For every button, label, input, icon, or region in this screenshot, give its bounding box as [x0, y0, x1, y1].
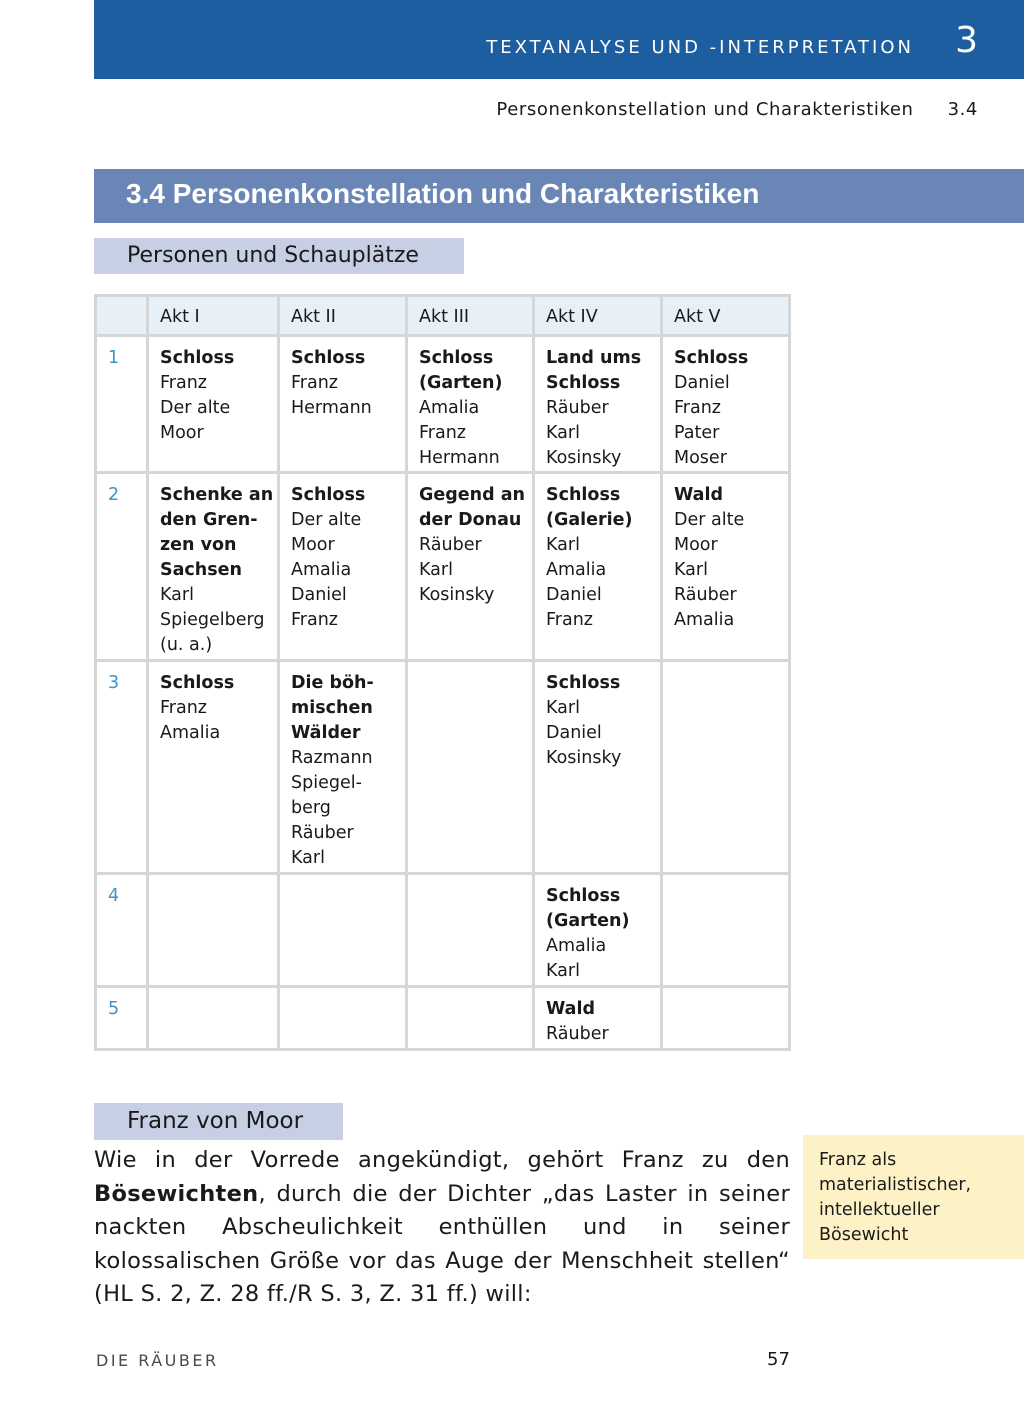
scene-person: Karl [674, 560, 708, 580]
chapter-number: 3 [955, 20, 978, 61]
table-cell [148, 473, 279, 661]
scene-person: Karl [546, 961, 580, 981]
table-cell [279, 473, 407, 661]
column-header: Akt V [662, 296, 790, 336]
table-row [96, 336, 790, 473]
table-cell [662, 336, 790, 473]
scene-person: Kosinsky [546, 448, 622, 468]
margin-note-line: Bösewicht [819, 1225, 909, 1245]
running-subtitle [496, 99, 978, 120]
chapter-title: TEXTANALYSE UND -INTERPRETATION [486, 37, 914, 58]
scene-location: Schloss [291, 485, 366, 505]
column-header: Akt III [407, 296, 534, 336]
table-body [96, 336, 790, 1050]
table-cell [279, 661, 407, 874]
scene-person: Spiegelberg [160, 610, 265, 630]
scene-person: Kosinsky [546, 748, 622, 768]
scene-person: Karl [419, 560, 453, 580]
table-cell [407, 336, 534, 473]
scene-person: Räuber [291, 823, 354, 843]
scene-person: Karl [291, 848, 325, 868]
footer-book-title: DIE RÄUBER [96, 1351, 219, 1370]
scene-number: 2 [96, 473, 148, 661]
margin-note-line: intellektueller [819, 1200, 940, 1220]
table-cell [662, 987, 790, 1050]
table-cell [534, 336, 662, 473]
margin-note-line: Franz als [819, 1150, 897, 1170]
scene-location: Schloss [160, 673, 235, 693]
scene-location: Schloss [160, 348, 235, 368]
table-cell [407, 987, 534, 1050]
scene-person: Spiegel- [291, 773, 362, 793]
table-header-row [96, 296, 790, 336]
scene-number: 5 [96, 987, 148, 1050]
table-cell [407, 473, 534, 661]
table-label: Personen und Schauplätze [94, 238, 464, 274]
scene-person: Daniel [674, 373, 730, 393]
scene-person: Karl [546, 698, 580, 718]
scene-person: Karl [546, 423, 580, 443]
column-header: Akt II [279, 296, 407, 336]
scene-person: Der alte [291, 510, 362, 530]
table-row [96, 874, 790, 987]
scene-location: Land ums Schloss [546, 348, 642, 393]
scene-person: Franz [291, 610, 338, 630]
scene-person: Moor [160, 423, 204, 443]
scene-person: Amalia [291, 560, 352, 580]
scene-location: Die böh- mischen Wälder [291, 673, 374, 743]
scene-location: Schloss (Galerie) [546, 485, 633, 530]
body-text-part: Wie in der Vorrede angekündigt, gehört Franz zu den [94, 1147, 790, 1173]
scene-person: Karl [546, 535, 580, 555]
scene-person: Moor [674, 535, 718, 555]
scene-person: Pater [674, 423, 720, 443]
scene-person: Daniel [546, 585, 602, 605]
table-cell [662, 874, 790, 987]
scenes-table [94, 294, 791, 1051]
margin-note-line: materialistischer, [819, 1175, 972, 1195]
table-cell [148, 874, 279, 987]
table-row [96, 473, 790, 661]
scene-person: Amalia [546, 936, 607, 956]
chapter-header-bar [94, 0, 1024, 79]
scene-number: 4 [96, 874, 148, 987]
body-text-part: , durch die der Dichter „das Laster in seiner nackten Abscheulichkeit enthüllen und in seiner kolossalischen Größe vor das Auge der Menschheit stellen“ (HL S. 2, Z. 28 ff./R S. 3, Z. 31 ff.) will: [94, 1180, 790, 1307]
scene-location: Schloss [674, 348, 749, 368]
scene-person: Franz [674, 398, 721, 418]
section-title: 3.4 Personenkonstellation und Charakteristiken [126, 178, 760, 209]
section-heading-bar [94, 169, 1024, 223]
scene-location: Schloss (Garten) [546, 886, 630, 931]
table-cell [279, 874, 407, 987]
scene-person: Amalia [160, 723, 221, 743]
scene-person: Razmann [291, 748, 373, 768]
scene-person: Amalia [546, 560, 607, 580]
scene-person: Karl [160, 585, 194, 605]
subtitle-text: Personenkonstellation und Charakteristiken [496, 99, 914, 120]
scene-person: Kosinsky [419, 585, 495, 605]
scene-number: 1 [96, 336, 148, 473]
scene-location: Schloss [546, 673, 621, 693]
scene-person: Franz [160, 373, 207, 393]
scene-person: Franz [291, 373, 338, 393]
table-cell [148, 987, 279, 1050]
table-cell [148, 336, 279, 473]
scene-person: Daniel [291, 585, 347, 605]
scene-location: Schloss (Garten) [419, 348, 503, 393]
scene-person: Hermann [419, 448, 500, 468]
table-cell [279, 987, 407, 1050]
table-cell [534, 874, 662, 987]
scene-person: Franz [419, 423, 466, 443]
table-cell [662, 661, 790, 874]
scene-person: Moor [291, 535, 335, 555]
table-cell [534, 473, 662, 661]
table-row [96, 987, 790, 1050]
scene-person: Räuber [419, 535, 482, 555]
franz-label: Franz von Moor [94, 1103, 343, 1140]
margin-note [803, 1135, 1024, 1259]
scene-person: berg [291, 798, 331, 818]
scene-person: Der alte [160, 398, 231, 418]
scene-person: Moser [674, 448, 727, 468]
scene-location: Schloss [291, 348, 366, 368]
column-header: Akt IV [534, 296, 662, 336]
table-cell [407, 874, 534, 987]
table-cell [534, 661, 662, 874]
scene-person: Hermann [291, 398, 372, 418]
scene-location: Schenke an den Gren- zen von Sachsen [160, 485, 274, 580]
scene-location: Wald [674, 485, 724, 505]
scene-person: Räuber [546, 398, 609, 418]
table-cell [407, 661, 534, 874]
scene-number: 3 [96, 661, 148, 874]
scene-person: Der alte [674, 510, 745, 530]
column-header [96, 296, 148, 336]
subtitle-number: 3.4 [947, 99, 978, 120]
scene-location: Gegend an der Donau [419, 485, 525, 530]
table-row [96, 661, 790, 874]
scene-person: Räuber [674, 585, 737, 605]
table-cell [279, 336, 407, 473]
table-cell [148, 661, 279, 874]
scene-person: Franz [546, 610, 593, 630]
scene-person: (u. a.) [160, 635, 213, 655]
scene-person: Räuber [546, 1024, 609, 1044]
scene-location: Wald [546, 999, 596, 1019]
scene-person: Amalia [674, 610, 735, 630]
table-cell [662, 473, 790, 661]
table-cell [534, 987, 662, 1050]
scene-person: Franz [160, 698, 207, 718]
body-paragraph [94, 1144, 790, 1312]
page-number: 57 [767, 1349, 790, 1370]
scene-person: Amalia [419, 398, 480, 418]
body-text-bold: Bösewichten [94, 1180, 259, 1207]
scene-person: Daniel [546, 723, 602, 743]
column-header: Akt I [148, 296, 279, 336]
